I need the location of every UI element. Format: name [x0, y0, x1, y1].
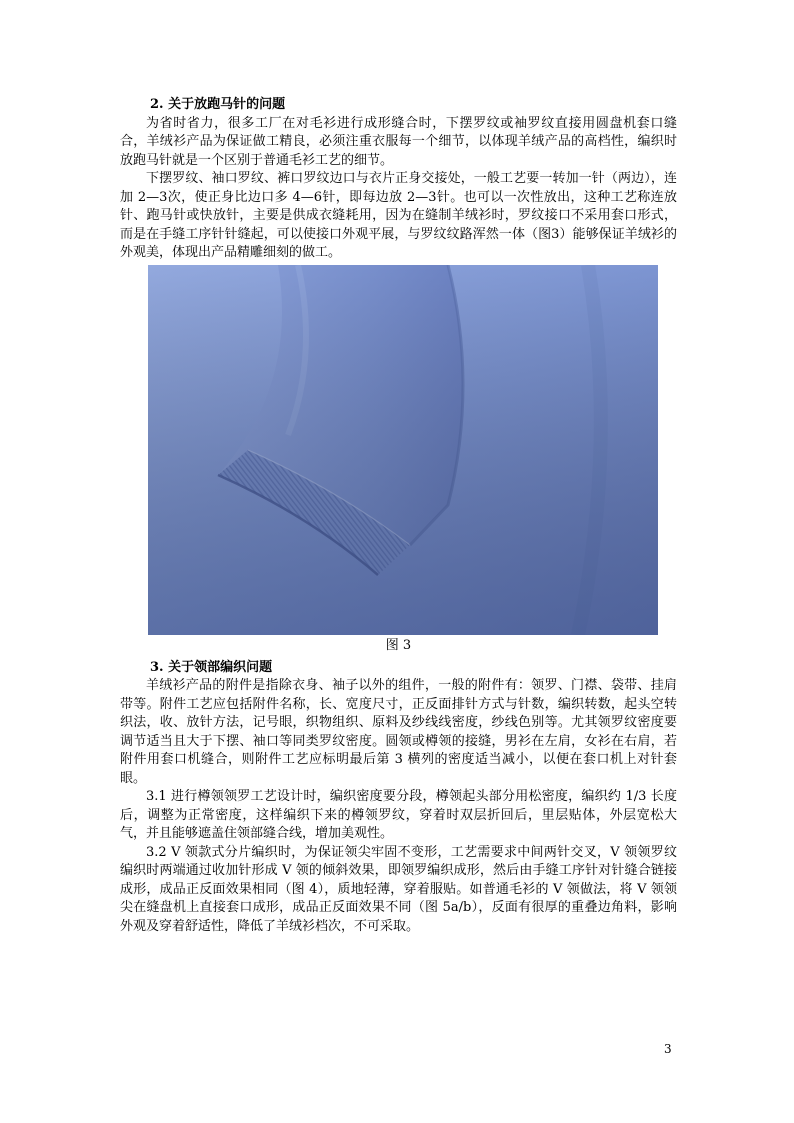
page-content — [120, 96, 677, 936]
sweater-cuff-illustration — [148, 265, 658, 635]
section-3-heading: 3. 关于领部编织问题 — [150, 659, 273, 675]
section-2-paragraph-1: 为省时省力，很多工厂在对毛衫进行成形缝合时，下摆罗纹或袖罗纹直接用圆盘机套口缝合，羊绒衫产品为保证做工精良，必须注重衣服每一个细节，以体现羊绒产品的高档性，编织时放跑马针就是一个区别于普通毛衫工艺的细节。 — [120, 115, 677, 168]
section-3-paragraph-1: 羊绒衫产品的附件是指除衣身、袖子以外的组件，一般的附件有：领罗、门襟、袋带、挂肩带等。附件工艺应包括附件名称，长、宽度尺寸，正反面排针方式与针数，编织转数，起头空转织法，收、放针方法，记号眼，织物组织、原料及纱线线密度，纱线色别等。尤其领罗纹密度要调节适当且大于下摆、袖口等同类罗纹密度。圆领或樽领的接缝，男衫在左肩，女衫在右肩，若附件用套口机缝合，则附件工艺应标明最后第 3 横列的密度适当减小，以便在套口机上对针套眼。 — [120, 678, 677, 786]
section-3-2-paragraph: 3.2 V 领款式分片编织时，为保证领尖牢固不变形，工艺需要求中间两针交叉，V 领领罗纹编织时两端通过收加针形成 V 领的倾斜效果，即领罗编织成形，然后由手缝工序针对针缝合链接成形，成品正反面效果相同（图 4），质地轻薄，穿着服贴。如普通毛衫的 V 领做法，将 V 领领尖在缝盘机上直接套口成形，成品正反面效果不同（图 5a/b），反面有很厚的重叠边角料，影响外观及穿着舒适性，降低了羊绒衫档次，不可采取。 — [120, 844, 677, 934]
section-3-1-paragraph: 3.1 进行樽领领罗工艺设计时，编织密度要分段，樽领起头部分用松密度，编织约 1/3 长度后，调整为正常密度，这样编织下来的樽领罗纹，穿着时双层折回后，里层贴体，外层宽松大气，并且能够遮盖住领部缝合线，增加美观性。 — [120, 789, 677, 841]
figure-3-caption: 图 3 — [385, 637, 412, 653]
figure-3-sweater-photo — [148, 265, 658, 635]
section-2-paragraph-2: 下摆罗纹、袖口罗纹、裤口罗纹边口与衣片正身交接处，一般工艺要一转加一针（两边），连加 2—3次，使正身比边口多 4—6针，即每边放 2—3针。也可以一次性放出，这种工艺称连放针、跑马针或快放针，主要是供成衣缝耗用，因为在缝制羊绒衫时，罗纹接口不采用套口形式，而是在手缝工序针针缝起，可以使接口外观平展，与罗纹纹路浑然一体（图3）能够保证羊绒衫的外观美，体现出产品精雕细刻的做工。 — [120, 171, 677, 260]
page-number: 3 — [664, 1042, 672, 1056]
section-2-heading: 2. 关于放跑马针的问题 — [150, 97, 286, 112]
